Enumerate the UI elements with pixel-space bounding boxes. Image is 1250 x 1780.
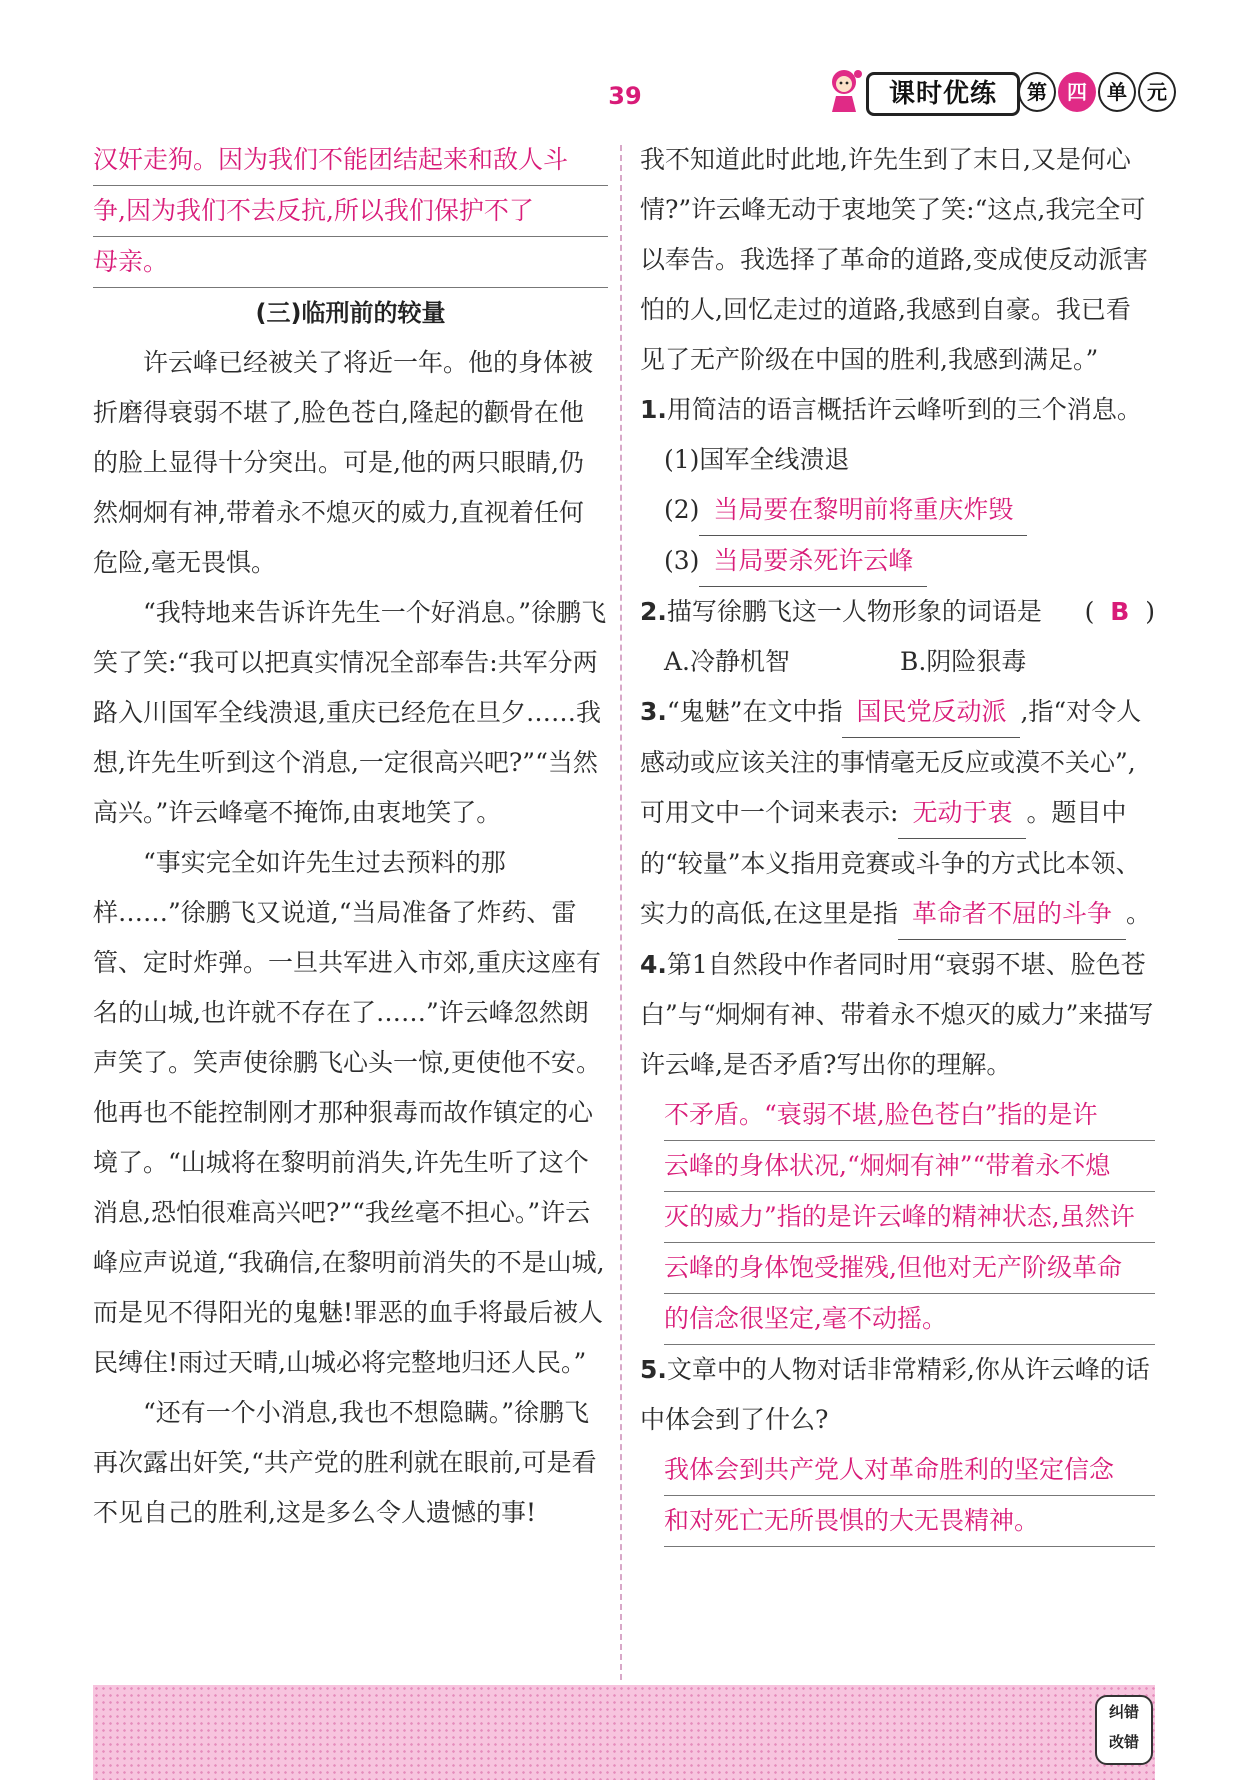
answer-line: 云峰的身体状况,“炯炯有神”“带着永不熄 [664,1141,1155,1192]
question-prompt: 描写徐鹏飞这一人物形象的词语是 [666,597,1042,626]
unit-label [1018,72,1176,112]
mascot-girl-icon [822,66,870,116]
option-a: A.冷静机智 [664,647,791,676]
question-number: 1. [640,395,667,424]
answer-line: 和对死亡无所畏惧的大无畏精神。 [664,1496,1155,1547]
sub-item [640,536,1155,587]
question-prompt: 文章中的人物对话非常精彩,你从许云峰的话中体会到了什么? [640,1355,1150,1434]
question-text: ,指“对令人感动或应该关注的事情毫无反应或漠不关心”,可用文中一个词来表示: [640,697,1142,827]
sub-item: (1)国军全线溃退 [664,445,850,474]
question-text: “鬼魅”在文中指 [666,697,843,726]
sub-item-label: (2) [664,495,700,524]
choice-answer-box: ( B ) [1084,597,1155,626]
question-3 [640,687,1155,940]
footer-band [93,1685,1155,1780]
option-b: B.阴险狠毒 [900,647,1027,676]
answer-line: 灭的威力”指的是许云峰的精神状态,虽然许 [664,1192,1155,1243]
section-title: (三)临刑前的较量 [255,299,446,327]
question-1 [640,385,1155,587]
stamp-text: 纠错 [1108,1703,1139,1721]
answer-line: 汉奸走狗。因为我们不能团结起来和敌人斗 [93,135,608,186]
answer-blank: 无动于衷 [898,788,1026,839]
sub-item [640,485,1155,536]
passage-paragraph: “我特地来告诉许先生一个好消息。”徐鹏飞笑了笑:“我可以把真实情况全部奉告:共军分两路入川国军全线溃退,重庆已经危在旦夕……我想,许先生听到这个消息,一定很高兴吧?”“当然高兴。”许云峰毫不掩饰,由衷地笑了。 [93,598,607,827]
answer-line: 争,因为我们不去反抗,所以我们保护不了 [93,186,608,237]
passage-paragraph: “还有一个小消息,我也不想隐瞒。”徐鹏飞再次露出奸笑,“共产党的胜利就在眼前,可是看不见自己的胜利,这是多么令人遗憾的事! [93,1398,597,1527]
question-number: 2. [640,597,667,626]
options-row [640,637,1155,687]
question-5 [640,1345,1155,1547]
question-text: 。 [1125,899,1151,928]
left-column [93,135,608,1538]
answer-line: 的信念很坚定,毫不动摇。 [664,1294,1155,1345]
passage-paragraph: “事实完全如许先生过去预料的那样……”徐鹏飞又说道,“当局准备了炸药、雷管、定时炸弹。一旦共军进入市郊,重庆这座有名的山城,也许就不存在了……”许云峰忽然朗声笑了。笑声使徐鹏飞心头一惊,更使他不安。他再也不能控制刚才那种狠毒而故作镇定的心境了。“山城将在黎明前消失,许先生听了这个消息,恐怕很难高兴吧?”“我丝毫不担心。”许云峰应声说道,“我确信,在黎明前消失的不是山城,而是见不得阳光的鬼魅!罪恶的血手将最后被人民缚住!雨过天晴,山城必将完整地归还人民。” [93,848,605,1377]
answer-line: 母亲。 [93,237,608,288]
sub-item-label: (3) [664,546,700,575]
answer-line: 云峰的身体饱受摧残,但他对无产阶级革命 [664,1243,1155,1294]
series-badge [822,66,1167,116]
page-number: 39 [608,82,642,110]
unit-char: 第 [1018,72,1056,112]
answer-blank: 国民党反动派 [842,687,1020,738]
stamp-text: 改错 [1108,1733,1139,1751]
correction-stamp [1095,1695,1153,1765]
series-title: 课时优练 [866,72,1020,116]
question-2 [640,587,1155,687]
passage-paragraph: 许云峰已经被关了将近一年。他的身体被折磨得衰弱不堪了,脸色苍白,隆起的颧骨在他的脸上显得十分突出。可是,他的两只眼睛,仍然炯炯有神,带着永不熄灭的威力,直视着任何危险,毫无畏惧。 [93,348,594,577]
unit-char: 单 [1098,72,1136,112]
question-text: 。题目中的“较量”本义指用竞赛或斗争的方式比本领、实力的高低,在这里是指 [640,798,1141,928]
answer-blank: 当局要杀死许云峰 [699,536,927,587]
answer-line: 不矛盾。“衰弱不堪,脸色苍白”指的是许 [664,1090,1155,1141]
question-prompt: 第1自然段中作者同时用“衰弱不堪、脸色苍白”与“炯炯有神、带着永不熄灭的威力”来描写许云峰,是否矛盾?写出你的理解。 [640,950,1154,1079]
unit-char: 元 [1138,72,1176,112]
question-number: 5. [640,1355,667,1384]
unit-number-char: 四 [1058,72,1096,112]
choice-answer: B [1110,597,1130,626]
question-number: 3. [640,697,667,726]
answer-line: 我体会到共产党人对革命胜利的坚定信念 [664,1445,1155,1496]
right-column [640,135,1155,1547]
answer-blank: 革命者不屈的斗争 [898,889,1126,940]
column-divider [620,145,623,1680]
question-4 [640,940,1155,1345]
question-prompt: 用简洁的语言概括许云峰听到的三个消息。 [666,395,1142,424]
question-number: 4. [640,950,667,979]
passage-continuation: 我不知道此时此地,许先生到了末日,又是何心情?”许云峰无动于衷地笑了笑:“这点,我完全可以奉告。我选择了革命的道路,变成使反动派害怕的人,回忆走过的道路,我感到自豪。我已看见了无产阶级在中国的胜利,我感到满足。” [640,145,1148,374]
answer-blank: 当局要在黎明前将重庆炸毁 [699,485,1027,536]
